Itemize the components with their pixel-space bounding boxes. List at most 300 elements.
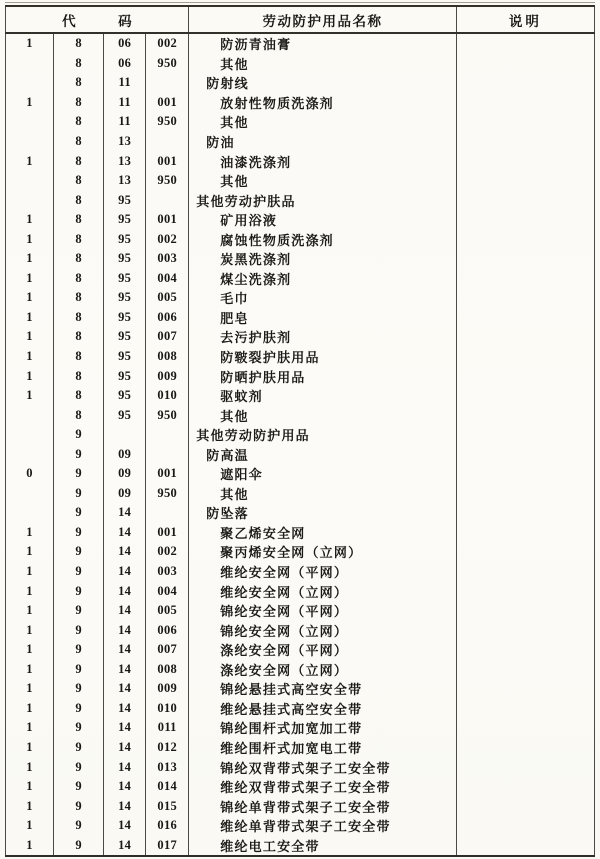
desc-cell (456, 699, 594, 719)
desc-cell (456, 54, 594, 74)
code-mid-cell: 14 (104, 699, 146, 719)
flag-cell: 1 (26, 290, 33, 305)
table-row (6, 542, 595, 562)
code-minor-cell: 001 (146, 523, 189, 543)
desc-cell (456, 327, 594, 347)
table-row (6, 151, 595, 171)
name-cell: 维纶电工安全带 (189, 835, 456, 856)
flag-cell: 1 (26, 622, 33, 637)
name-cell: 维纶双背带式架子工安全带 (189, 777, 456, 797)
desc-cell (456, 601, 594, 621)
code-major-cell: 8 (54, 112, 104, 132)
table-row (6, 327, 595, 347)
code-major-cell: 9 (54, 601, 104, 621)
flag-cell: 1 (26, 603, 33, 618)
desc-cell (456, 229, 594, 249)
desc-cell (456, 816, 594, 836)
code-minor-cell: 001 (146, 93, 189, 113)
name-cell: 驱蚊剂 (189, 386, 456, 406)
code-minor-cell: 005 (146, 288, 189, 308)
name-cell: 锦纶双背带式架子工安全带 (189, 757, 456, 777)
code-mid-cell: 95 (104, 269, 146, 289)
code-minor-cell: 015 (146, 796, 189, 816)
desc-cell (456, 835, 594, 856)
code-minor-cell: 012 (146, 738, 189, 758)
table-row (6, 640, 595, 660)
flag-cell: 0 (26, 466, 33, 481)
code-mid-cell: 09 (104, 444, 146, 464)
desc-cell (456, 796, 594, 816)
flag-cell: 1 (26, 388, 33, 403)
table-row (6, 386, 595, 406)
name-cell: 矿用浴液 (189, 210, 456, 230)
flag-cell (6, 132, 54, 152)
flag-cell: 1 (26, 524, 33, 539)
code-mid-cell: 14 (104, 816, 146, 836)
code-mid-cell: 14 (104, 835, 146, 856)
flag-cell (6, 484, 54, 504)
code-mid-cell: 95 (104, 386, 146, 406)
name-cell: 涤纶安全网（平网） (189, 640, 456, 660)
code-major-cell: 9 (54, 796, 104, 816)
name-cell: 锦纶安全网（平网） (189, 601, 456, 621)
desc-cell (456, 464, 594, 484)
code-minor-cell: 950 (146, 112, 189, 132)
code-minor-cell (146, 190, 189, 210)
code-major-cell: 8 (54, 405, 104, 425)
name-cell: 其他 (189, 112, 456, 132)
name-cell: 油漆洗涤剂 (189, 151, 456, 171)
code-minor-cell: 002 (146, 542, 189, 562)
code-major-cell: 9 (54, 464, 104, 484)
table-row (6, 835, 595, 856)
name-cell: 维纶安全网（立网） (189, 581, 456, 601)
code-major-cell: 9 (54, 699, 104, 719)
code-mid-cell: 06 (104, 54, 146, 74)
code-major-cell: 9 (54, 484, 104, 504)
code-minor-cell: 009 (146, 679, 189, 699)
code-major-cell: 9 (54, 444, 104, 464)
flag-cell (6, 503, 54, 523)
name-cell: 锦纶围杆式加宽加工带 (189, 718, 456, 738)
code-major-cell: 8 (54, 269, 104, 289)
desc-cell (456, 112, 594, 132)
code-major-cell: 9 (54, 503, 104, 523)
desc-cell (456, 679, 594, 699)
desc-cell (456, 581, 594, 601)
code-major-cell: 8 (54, 308, 104, 328)
table-row (6, 777, 595, 797)
name-cell: 煤尘洗涤剂 (189, 269, 456, 289)
flag-cell: 1 (26, 700, 33, 715)
name-cell: 肥皂 (189, 308, 456, 328)
code-minor-cell: 004 (146, 269, 189, 289)
code-major-cell: 8 (54, 151, 104, 171)
flag-cell: 1 (26, 759, 33, 774)
name-cell: 防皲裂护肤用品 (189, 347, 456, 367)
table-row (6, 503, 595, 523)
code-mid-cell: 95 (104, 308, 146, 328)
code-minor-cell: 016 (146, 816, 189, 836)
code-minor-cell: 003 (146, 562, 189, 582)
code-major-cell: 8 (54, 93, 104, 113)
header-name-label: 劳动防护用品名称 (189, 6, 456, 33)
name-cell: 遮阳伞 (189, 464, 456, 484)
flag-cell: 1 (26, 739, 33, 754)
code-major-cell: 8 (54, 366, 104, 386)
code-major-cell: 8 (54, 33, 104, 54)
table-row (6, 464, 595, 484)
code-minor-cell: 950 (146, 484, 189, 504)
desc-cell (456, 523, 594, 543)
flag-cell: 1 (26, 368, 33, 383)
table-row (6, 679, 595, 699)
code-minor-cell: 002 (146, 229, 189, 249)
flag-cell: 1 (26, 231, 33, 246)
table-row (6, 171, 595, 191)
table-row (6, 405, 595, 425)
name-cell: 腐蚀性物质洗涤剂 (189, 229, 456, 249)
code-minor-cell: 007 (146, 640, 189, 660)
code-major-cell: 8 (54, 386, 104, 406)
table-row (6, 699, 595, 719)
table-row (6, 210, 595, 230)
table-row (6, 757, 595, 777)
code-minor-cell: 008 (146, 347, 189, 367)
table-row (6, 562, 595, 582)
code-minor-cell (146, 132, 189, 152)
code-major-cell: 8 (54, 229, 104, 249)
name-cell: 防油 (189, 132, 456, 152)
code-table-wrap (5, 2, 595, 857)
table-row (6, 269, 595, 289)
code-mid-cell: 95 (104, 210, 146, 230)
code-mid-cell: 95 (104, 405, 146, 425)
table-row (6, 132, 595, 152)
flag-cell: 1 (26, 818, 33, 833)
desc-cell (456, 660, 594, 680)
desc-cell (456, 93, 594, 113)
code-major-cell: 9 (54, 757, 104, 777)
code-major-cell: 9 (54, 562, 104, 582)
table-row (6, 347, 595, 367)
name-cell: 锦纶安全网（立网） (189, 620, 456, 640)
flag-cell: 1 (26, 661, 33, 676)
name-cell: 锦纶单背带式架子工安全带 (189, 796, 456, 816)
table-row (6, 249, 595, 269)
desc-cell (456, 542, 594, 562)
flag-cell: 1 (26, 681, 33, 696)
code-mid-cell: 11 (104, 93, 146, 113)
code-mid-cell: 14 (104, 777, 146, 797)
name-cell: 维纶单背带式架子工安全带 (189, 816, 456, 836)
desc-cell (456, 405, 594, 425)
code-minor-cell: 007 (146, 327, 189, 347)
code-major-cell: 8 (54, 327, 104, 347)
desc-cell (456, 484, 594, 504)
desc-cell (456, 738, 594, 758)
code-mid-cell: 14 (104, 503, 146, 523)
desc-cell (456, 640, 594, 660)
code-mid-cell: 95 (104, 190, 146, 210)
code-mid-cell: 14 (104, 660, 146, 680)
desc-cell (456, 308, 594, 328)
desc-cell (456, 503, 594, 523)
table-row (6, 366, 595, 386)
flag-cell: 1 (26, 564, 33, 579)
flag-cell: 1 (26, 309, 33, 324)
desc-cell (456, 288, 594, 308)
desc-cell (456, 190, 594, 210)
code-mid-cell: 95 (104, 229, 146, 249)
flag-cell (6, 73, 54, 93)
desc-cell (456, 33, 594, 54)
code-major-cell: 8 (54, 190, 104, 210)
header-code-label: 代 码 (6, 6, 189, 33)
name-cell: 去污护肤剂 (189, 327, 456, 347)
code-major-cell: 9 (54, 523, 104, 543)
code-minor-cell: 003 (146, 249, 189, 269)
table-row (6, 484, 595, 504)
flag-cell: 1 (26, 36, 33, 51)
name-cell: 其他 (189, 484, 456, 504)
flag-cell: 1 (26, 94, 33, 109)
code-mid-cell: 14 (104, 640, 146, 660)
code-major-cell: 9 (54, 777, 104, 797)
name-cell: 其他 (189, 171, 456, 191)
table-row (6, 738, 595, 758)
code-mid-cell: 14 (104, 542, 146, 562)
code-mid-cell: 95 (104, 288, 146, 308)
code-minor-cell (146, 425, 189, 445)
desc-cell (456, 444, 594, 464)
code-major-cell: 9 (54, 542, 104, 562)
code-major-cell: 9 (54, 640, 104, 660)
table-row (6, 425, 595, 445)
name-cell: 维纶安全网（平网） (189, 562, 456, 582)
table-row (6, 601, 595, 621)
table-row (6, 112, 595, 132)
code-mid-cell: 14 (104, 738, 146, 758)
table-row (6, 54, 595, 74)
code-mid-cell: 95 (104, 327, 146, 347)
code-minor-cell: 011 (146, 718, 189, 738)
code-major-cell: 8 (54, 249, 104, 269)
table-row (6, 620, 595, 640)
code-mid-cell: 13 (104, 171, 146, 191)
code-major-cell: 8 (54, 210, 104, 230)
code-minor-cell: 950 (146, 171, 189, 191)
code-minor-cell: 001 (146, 151, 189, 171)
desc-cell (456, 347, 594, 367)
code-mid-cell: 14 (104, 581, 146, 601)
code-minor-cell: 001 (146, 464, 189, 484)
name-cell: 其他劳动防护用品 (189, 425, 456, 445)
flag-cell: 1 (26, 544, 33, 559)
code-mid-cell: 13 (104, 151, 146, 171)
flag-cell: 1 (26, 720, 33, 735)
code-mid-cell: 11 (104, 112, 146, 132)
code-major-cell: 9 (54, 835, 104, 856)
name-cell: 维纶围杆式加宽电工带 (189, 738, 456, 758)
code-major-cell: 8 (54, 347, 104, 367)
code-major-cell: 8 (54, 171, 104, 191)
code-minor-cell: 010 (146, 699, 189, 719)
code-minor-cell: 009 (146, 366, 189, 386)
table-row (6, 796, 595, 816)
table-row (6, 229, 595, 249)
table-row (6, 73, 595, 93)
code-minor-cell: 950 (146, 405, 189, 425)
code-mid-cell: 09 (104, 484, 146, 504)
code-mid-cell: 14 (104, 601, 146, 621)
name-cell: 涤纶安全网（立网） (189, 660, 456, 680)
code-mid-cell: 95 (104, 249, 146, 269)
code-major-cell: 9 (54, 581, 104, 601)
desc-cell (456, 269, 594, 289)
code-major-cell: 9 (54, 816, 104, 836)
table-row (6, 523, 595, 543)
flag-cell (6, 405, 54, 425)
flag-cell (6, 112, 54, 132)
table-row (6, 308, 595, 328)
code-mid-cell: 95 (104, 347, 146, 367)
code-mid-cell: 14 (104, 718, 146, 738)
name-cell: 其他劳动护肤品 (189, 190, 456, 210)
code-mid-cell: 11 (104, 73, 146, 93)
desc-cell (456, 386, 594, 406)
name-cell: 其他 (189, 54, 456, 74)
desc-cell (456, 249, 594, 269)
flag-cell: 1 (26, 270, 33, 285)
flag-cell: 1 (26, 212, 33, 227)
name-cell: 炭黑洗涤剂 (189, 249, 456, 269)
code-mid-cell (104, 425, 146, 445)
name-cell: 防沥青油膏 (189, 33, 456, 54)
code-mid-cell: 13 (104, 132, 146, 152)
flag-cell: 1 (26, 153, 33, 168)
name-cell: 毛巾 (189, 288, 456, 308)
name-cell: 聚丙烯安全网（立网） (189, 542, 456, 562)
labor-protection-code-table (5, 5, 595, 857)
code-major-cell: 9 (54, 425, 104, 445)
code-minor-cell: 004 (146, 581, 189, 601)
desc-cell (456, 210, 594, 230)
code-mid-cell: 14 (104, 523, 146, 543)
header-desc-label: 说明 (456, 6, 594, 33)
code-minor-cell: 010 (146, 386, 189, 406)
table-row (6, 660, 595, 680)
desc-cell (456, 425, 594, 445)
flag-cell: 1 (26, 251, 33, 266)
code-minor-cell: 002 (146, 33, 189, 54)
code-minor-cell: 006 (146, 620, 189, 640)
name-cell: 防坠落 (189, 503, 456, 523)
flag-cell (6, 171, 54, 191)
code-minor-cell (146, 503, 189, 523)
desc-cell (456, 777, 594, 797)
code-major-cell: 9 (54, 660, 104, 680)
name-cell: 防射线 (189, 73, 456, 93)
code-major-cell: 9 (54, 620, 104, 640)
flag-cell (6, 54, 54, 74)
code-major-cell: 8 (54, 132, 104, 152)
flag-cell: 1 (26, 583, 33, 598)
code-mid-cell: 14 (104, 679, 146, 699)
code-minor-cell (146, 444, 189, 464)
desc-cell (456, 718, 594, 738)
flag-cell (6, 444, 54, 464)
name-cell: 防高温 (189, 444, 456, 464)
code-mid-cell: 09 (104, 464, 146, 484)
code-major-cell: 8 (54, 73, 104, 93)
table-row (6, 816, 595, 836)
code-mid-cell: 14 (104, 796, 146, 816)
desc-cell (456, 562, 594, 582)
table-row (6, 190, 595, 210)
flag-cell: 1 (26, 349, 33, 364)
code-minor-cell: 001 (146, 210, 189, 230)
code-mid-cell: 14 (104, 562, 146, 582)
code-minor-cell: 008 (146, 660, 189, 680)
flag-cell (6, 190, 54, 210)
code-major-cell: 9 (54, 679, 104, 699)
code-major-cell: 9 (54, 718, 104, 738)
code-mid-cell: 95 (104, 366, 146, 386)
table-row (6, 33, 595, 54)
table-row (6, 581, 595, 601)
table-row (6, 93, 595, 113)
name-cell: 防晒护肤用品 (189, 366, 456, 386)
desc-cell (456, 171, 594, 191)
flag-cell: 1 (26, 329, 33, 344)
name-cell: 放射性物质洗涤剂 (189, 93, 456, 113)
name-cell: 锦纶悬挂式高空安全带 (189, 679, 456, 699)
name-cell: 其他 (189, 405, 456, 425)
table-row (6, 288, 595, 308)
desc-cell (456, 132, 594, 152)
code-minor-cell: 013 (146, 757, 189, 777)
code-minor-cell: 006 (146, 308, 189, 328)
table-row (6, 444, 595, 464)
code-major-cell: 8 (54, 54, 104, 74)
flag-cell: 1 (26, 642, 33, 657)
table-row (6, 718, 595, 738)
code-minor-cell: 017 (146, 835, 189, 856)
code-minor-cell: 005 (146, 601, 189, 621)
code-mid-cell: 06 (104, 33, 146, 54)
desc-cell (456, 366, 594, 386)
desc-cell (456, 151, 594, 171)
code-major-cell: 8 (54, 288, 104, 308)
desc-cell (456, 757, 594, 777)
code-mid-cell: 14 (104, 620, 146, 640)
flag-cell (6, 425, 54, 445)
code-minor-cell (146, 73, 189, 93)
name-cell: 聚乙烯安全网 (189, 523, 456, 543)
code-minor-cell: 950 (146, 54, 189, 74)
flag-cell: 1 (26, 779, 33, 794)
code-minor-cell: 014 (146, 777, 189, 797)
name-cell: 维纶悬挂式高空安全带 (189, 699, 456, 719)
table-header-row (6, 6, 595, 33)
code-major-cell: 9 (54, 738, 104, 758)
flag-cell: 1 (26, 798, 33, 813)
flag-cell: 1 (26, 837, 33, 852)
desc-cell (456, 73, 594, 93)
desc-cell (456, 620, 594, 640)
code-mid-cell: 14 (104, 757, 146, 777)
